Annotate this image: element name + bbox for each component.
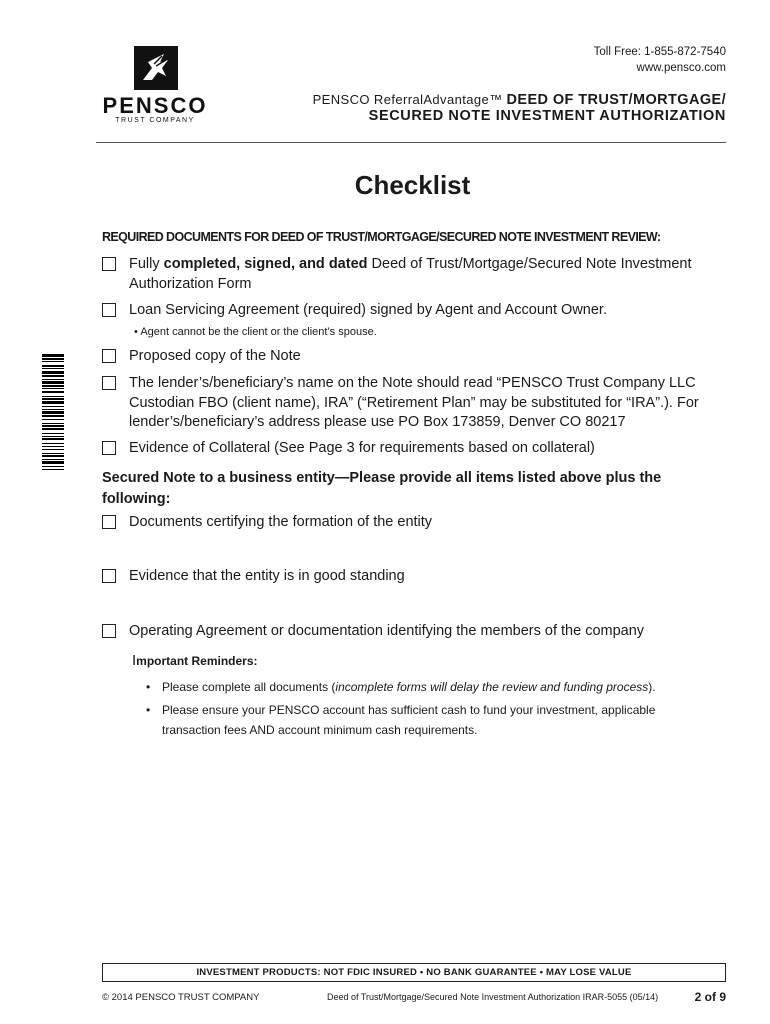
checklist-item-formation-docs[interactable] <box>102 513 727 533</box>
logo-name: PENSCO <box>102 93 208 118</box>
checkbox[interactable] <box>102 349 116 363</box>
header-divider <box>96 142 726 143</box>
checklist-item-text: Documents certifying the formation of the entity <box>129 514 433 530</box>
checklist-item-text: The lender’s/beneficiary’s name on the Note should read “PENSCO Trust Company LLC Custodian FBO (client name), IRA” (“Retirement Plan” may be substituted for “IRA”.). For lender’s/beneficiary’s address please use PO Box 173859, Denver CO 80217 <box>129 375 699 430</box>
toll-free-number: Toll Free: 1-855-872-7540 <box>593 46 726 58</box>
checklist-item-operating-agreement[interactable] <box>102 622 727 642</box>
contact-info <box>594 44 726 76</box>
title-brand: PENSCO ReferralAdvantage™ <box>312 92 503 107</box>
checkbox[interactable] <box>102 257 116 271</box>
business-entity-heading: Secured Note to a business entity—Please provide all items listed above plus the following: <box>102 470 662 507</box>
investment-disclaimer: INVESTMENT PRODUCTS: NOT FDIC INSURED • NO BANK GUARANTEE • MAY LOSE VALUE <box>102 963 726 982</box>
logo-subtitle: TRUST COMPANY <box>115 117 195 124</box>
barcode <box>42 354 64 604</box>
checklist-item-authorization-form[interactable] <box>102 255 727 294</box>
copyright: © 2014 PENSCO TRUST COMPANY <box>102 992 260 1003</box>
checklist-item-text: Loan Servicing Agreement (required) signed by Agent and Account Owner. <box>129 302 607 318</box>
reminder-item: • Please complete all documents (incomplete forms will delay the review and funding process). <box>146 680 656 694</box>
checklist-item-text: Evidence that the entity is in good standing <box>129 568 405 584</box>
checkbox[interactable] <box>102 376 116 390</box>
reminder-item: • Please ensure your PENSCO account has sufficient cash to fund your investment, applicable transaction fees AND account minimum cash requirements. <box>146 703 656 737</box>
pensco-logo <box>96 44 214 124</box>
required-documents-heading: REQUIRED DOCUMENTS FOR DEED OF TRUST/MORTGAGE/SECURED NOTE INVESTMENT REVIEW: <box>102 230 661 244</box>
page-number: 2 of 9 <box>694 990 726 1004</box>
pegasus-logo-icon <box>134 46 178 90</box>
agent-note: • Agent cannot be the client or the client’s spouse. <box>134 326 377 338</box>
title-part-1: DEED OF TRUST/MORTGAGE/ <box>506 92 726 108</box>
form-title-line-1 <box>313 92 726 108</box>
checklist-item-good-standing[interactable] <box>102 567 727 587</box>
checklist-item-text: Evidence of Collateral (See Page 3 for requirements based on collateral) <box>129 440 595 456</box>
website-link[interactable]: www.pensco.com <box>636 62 726 74</box>
important-reminders-heading: Important Reminders: <box>132 652 258 669</box>
checkbox[interactable] <box>102 515 116 529</box>
checklist-item-lender-name[interactable] <box>102 374 727 433</box>
checklist-item-text: Operating Agreement or documentation identifying the members of the company <box>129 623 645 639</box>
form-title-line-2: SECURED NOTE INVESTMENT AUTHORIZATION <box>368 108 726 124</box>
checklist-item-collateral[interactable] <box>102 439 727 459</box>
form-identifier: Deed of Trust/Mortgage/Secured Note Investment Authorization IRAR-5055 (05/14) <box>327 992 659 1002</box>
checklist-item-note-copy[interactable] <box>102 347 727 367</box>
checkbox[interactable] <box>102 441 116 455</box>
checkbox[interactable] <box>102 624 116 638</box>
checkbox[interactable] <box>102 303 116 317</box>
checklist-item-loan-servicing[interactable] <box>102 301 727 321</box>
checklist-item-text: Proposed copy of the Note <box>129 348 301 364</box>
checkbox[interactable] <box>102 569 116 583</box>
checklist-item-text: Fully completed, signed, and dated Deed of Trust/Mortgage/Secured Note Investment Authorization Form <box>129 256 692 292</box>
page-title: Checklist <box>354 170 471 200</box>
